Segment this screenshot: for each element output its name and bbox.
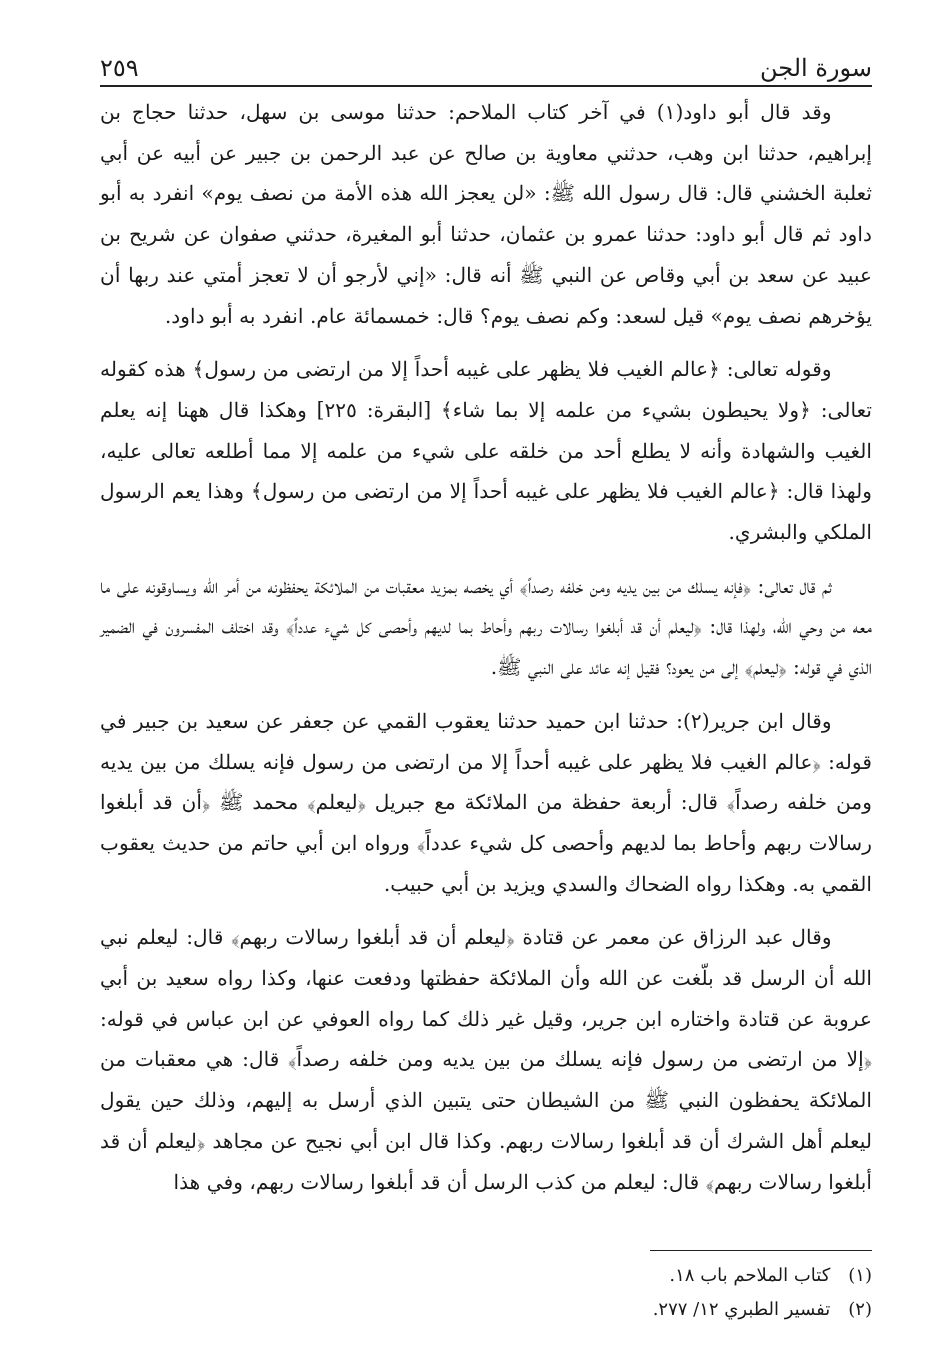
running-title: سورة الجن: [759, 54, 872, 82]
footnote-item: [100, 1259, 872, 1293]
paragraph: وقال عبد الرزاق عن معمر عن قتادة ﴿ليعلم أن قد أبلغوا رسالات ربهم﴾ قال: ليعلم نبي الله أن الرسل قد بلّغت عن الله وأن الملائكة حفظتها ودفعت عنها، وكذا رواه سعيد بن أبي عروبة عن قتادة واختاره ابن جرير، وقيل غير ذلك كما رواه العوفي عن ابن عباس في قوله: ﴿إلا من ارتضى من رسول فإنه يسلك من بين يديه ومن خلفه رصداً﴾ قال: هي معقبات من الملائكة يحفظون النبي ﷺ من الشيطان حتى يتبين الذي أرسل به إليهم، وذلك حين يقول ليعلم أهل الشرك أن قد أبلغوا رسالات ربهم. وكذا قال ابن أبي نجيح عن مجاهد ﴿ليعلم أن قد أبلغوا رسالات ربهم﴾ قال: ليعلم من كذب الرسل أن قد أبلغوا رسالات ربهم، وفي هذا: [100, 925, 872, 1194]
page-body: [100, 92, 872, 1202]
header-divider: [100, 85, 872, 87]
footnote-number: (٢): [848, 1299, 872, 1320]
paragraph: وقد قال أبو داود(١) في آخر كتاب الملاحم: حدثنا موسى بن سهل، حدثنا حجاج بن إبراهيم، حدثنا ابن وهب، حدثني معاوية بن صالح عن عبد الرحمن بن جبير عن أبيه عن أبي ثعلبة الخشني قال: قال رسول الله ﷺ: «لن يعجز الله هذه الأمة من نصف يوم» انفرد به أبو داود ثم قال أبو داود: حدثنا عمرو بن عثمان، حدثنا أبو المغيرة، حدثني صفوان عن شريح بن عبيد عن سعد بن أبي وقاص عن النبي ﷺ أنه قال: «إني لأرجو أن لا تعجز أمتي عند ربها أن يؤخرهم نصف يوم» قيل لسعد: وكم نصف يوم؟ قال: خمسمائة عام. انفرد به أبو داود.: [100, 100, 872, 328]
paragraph: وقال ابن جرير(٢): حدثنا ابن حميد حدثنا يعقوب القمي عن جعفر عن سعيد بن جبير في قوله: ﴿عالم الغيب فلا يظهر على غيبه أحداً إلا من ارتضى من رسول فإنه يسلك من بين يديه ومن خلفه رصداً﴾ قال: أربعة حفظة من الملائكة مع جبريل ﴿ليعلم﴾ محمد ﷺ ﴿أن قد أبلغوا رسالات ربهم وأحاط بما لديهم وأحصى كل شيء عدداً﴾ ورواه ابن أبي حاتم من حديث يعقوب القمي به. وهكذا رواه الضحاك والسدي ويزيد بن أبي حبيب.: [100, 708, 872, 896]
paragraph: وقوله تعالى: ﴿عالم الغيب فلا يظهر على غيبه أحداً إلا من ارتضى من رسول﴾ هذه كقوله تعالى: ﴿ولا يحيطون بشيء من علمه إلا بما شاء﴾ [البقرة: ٢٢٥] وهكذا قال ههنا إنه يعلم الغيب والشهادة وأنه لا يطلع أحد من خلقه على شيء من علمه إلا مما أطلعه تعالى عليه، ولهذا قال: ﴿عالم الغيب فلا يظهر على غيبه أحداً إلا من ارتضى من رسول﴾ وهذا يعم الرسول الملكي والبشري.: [100, 357, 872, 545]
footnotes: [100, 1259, 872, 1327]
footnote-number: (١): [848, 1265, 872, 1286]
page-number: ٢٥٩: [100, 54, 139, 82]
footnote-item: [100, 1293, 872, 1327]
paragraph: ثم قال تعالى: ﴿فإنه يسلك من بين يديه ومن خلفه رصداً﴾ أي يخصه بمزيد معقبات من الملائكة يحفظونه من أمر الله ويساوقونه على ما معه من وحي الله، ولهذا قال: ﴿ليعلم أن قد أبلغوا رسالات ربهم وأحاط بما لديهم وأحصى كل شيء عدداً﴾ وقد اختلف المفسرون في الضمير الذي في قوله: ﴿ليعلم﴾ إلى من يعود؟ فقيل إنه عائد على النبي ﷺ.: [100, 573, 872, 680]
footnote-divider: [650, 1250, 872, 1251]
footnote-text: كتاب الملاحم باب ١٨.: [669, 1265, 831, 1286]
page-header: [100, 40, 872, 82]
footnote-text: تفسير الطبري ١٢/ ٢٧٧.: [652, 1299, 831, 1320]
